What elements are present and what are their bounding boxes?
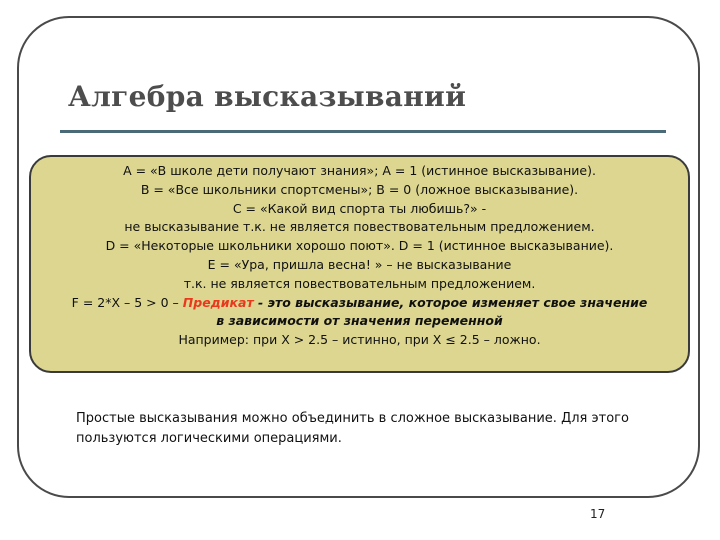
example-d: D = «Некоторые школьники хорошо поют». D = 1 (истинное высказывание). — [105, 238, 614, 254]
slide-title: Алгебра высказываний — [68, 80, 467, 113]
page-number: 17 — [590, 507, 606, 521]
title-underline — [60, 130, 666, 133]
example-c-explanation: не высказывание т.к. не является повествовательным предложением. — [124, 219, 595, 235]
example-e-explanation: т.к. не является повествовательным предложением. — [183, 275, 536, 291]
predicate-example: Например: при X > 2.5 – истинно, при X ≤ 2.5 – ложно. — [178, 332, 541, 348]
example-f — [31, 294, 688, 313]
example-b: В = «Все школьники спортсмены»; В = 0 (ложное высказывание). — [140, 181, 579, 197]
example-a: А = «В школе дети получают знания»; А = 1 (истинное высказывание). — [123, 163, 596, 178]
example-e: Е = «Ура, пришла весна! » – не высказывание — [207, 256, 512, 272]
operations-paragraph: Простые высказывания можно объединить в сложное высказывание. Для этого пользуются логическими операциями. — [76, 411, 629, 446]
predicate-definition: - это высказывание, которое изменяет свое значение — [253, 294, 648, 310]
example-c: С = «Какой вид спорта ты любишь?» - — [232, 200, 487, 216]
predicate-definition-continued: в зависимости от значения переменной — [216, 313, 503, 329]
examples-box — [29, 155, 690, 373]
example-f-formula: F = 2*X – 5 > 0 – — [71, 294, 183, 310]
predicate-term: Предикат — [182, 294, 254, 310]
